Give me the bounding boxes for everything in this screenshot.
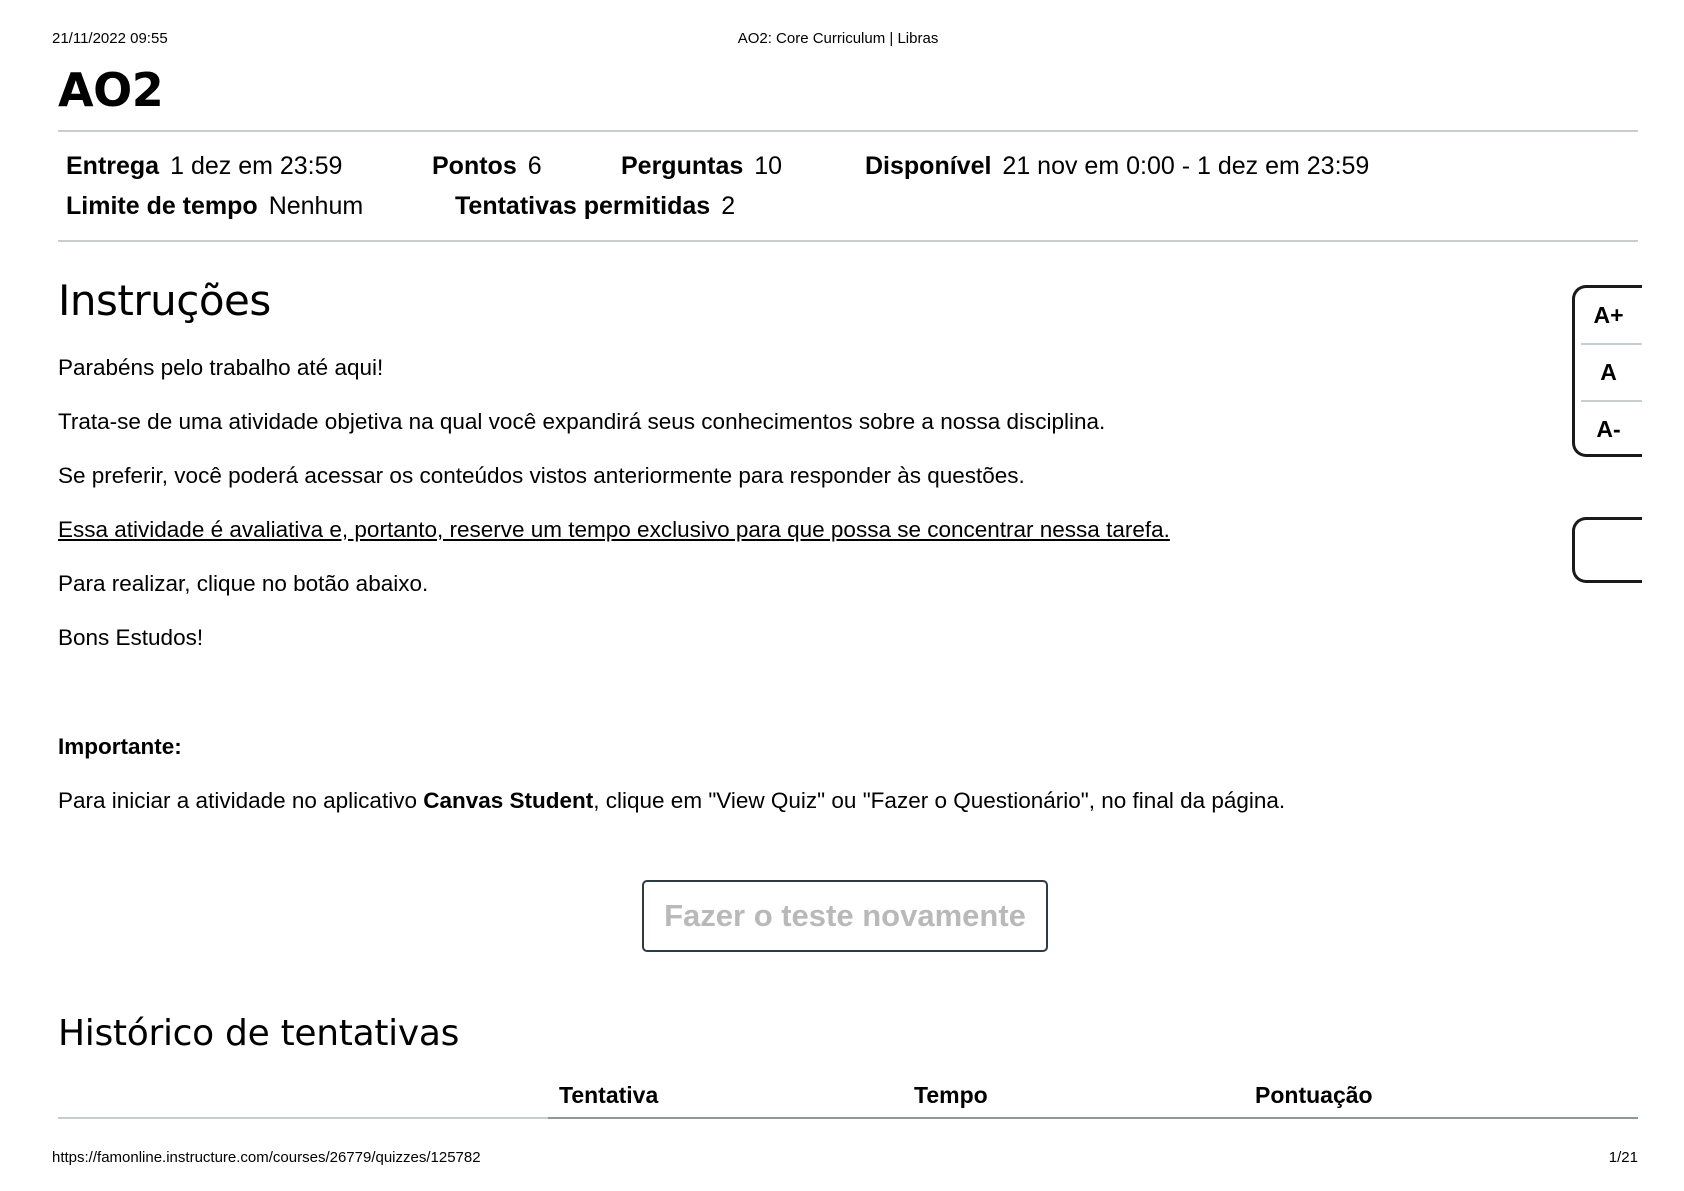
detail-label: Pontos	[432, 152, 517, 180]
instruction-paragraph: Trata-se de uma atividade objetiva na qual você expandirá seus conhecimentos sobre a nossa disciplina.	[58, 409, 1106, 434]
print-footer	[52, 1149, 1638, 1169]
instruction-paragraph: Parabéns pelo trabalho até aqui!	[58, 355, 384, 380]
divider	[58, 240, 1638, 242]
detail-label: Disponível	[865, 152, 992, 180]
decrease-font-button[interactable]: A-	[1596, 416, 1621, 442]
detail-label: Entrega	[66, 152, 160, 180]
attempt-history-table-header	[58, 1082, 1638, 1116]
detail-limite-de-tempo	[66, 186, 455, 226]
detail-disponivel	[865, 146, 1369, 186]
detail-label: Tentativas permitidas	[455, 192, 711, 220]
instruction-paragraph-underlined: Essa atividade é avaliativa e, portanto, reserve um tempo exclusivo para que possa se concentrar nessa tarefa.	[58, 517, 1170, 542]
detail-tentativas-permitidas	[455, 186, 735, 226]
print-document-title: AO2: Core Curriculum | Libras	[737, 30, 939, 47]
detail-value: 10	[754, 152, 783, 180]
instruction-paragraph: Para realizar, clique no botão abaixo.	[58, 571, 429, 596]
detail-value: Nenhum	[268, 192, 364, 220]
quiz-details	[58, 132, 1638, 240]
detail-value: 21 nov em 0:00 - 1 dez em 23:59	[1002, 152, 1370, 180]
increase-font-button[interactable]: A+	[1593, 302, 1624, 328]
detail-value: 6	[527, 152, 542, 180]
quiz-content	[58, 60, 1638, 815]
quiz-title: AO2	[58, 63, 164, 117]
detail-perguntas	[621, 146, 865, 186]
important-note: Para iniciar a atividade no aplicativo Canvas Student, clique em "View Quiz" ou "Fazer o Questionário", no final da página.	[58, 788, 1286, 813]
print-header	[52, 30, 1624, 50]
detail-label: Limite de tempo	[66, 192, 258, 220]
print-url: https://famonline.instructure.com/courses/26779/quizzes/125782	[52, 1149, 481, 1166]
table-header-divider-accent	[548, 1117, 1638, 1119]
print-page-number: 1/21	[1608, 1149, 1638, 1166]
instruction-paragraph: Bons Estudos!	[58, 625, 204, 650]
column-header-pontuacao: Pontuação	[1255, 1082, 1373, 1108]
instructions-title: Instruções	[58, 276, 271, 325]
print-date: 21/11/2022 09:55	[52, 30, 168, 47]
instructions-body	[58, 354, 1638, 815]
detail-label: Perguntas	[621, 152, 744, 180]
detail-entrega	[66, 146, 432, 186]
retake-quiz-button[interactable]: Fazer o teste novamente	[642, 880, 1048, 952]
column-header-tempo: Tempo	[914, 1082, 988, 1108]
detail-value: 2	[721, 192, 736, 220]
instruction-paragraph: Se preferir, você poderá acessar os conteúdos vistos anteriormente para responder às questões.	[58, 463, 1025, 488]
side-tool-button[interactable]	[1572, 517, 1642, 583]
attempt-history-title: Histórico de tentativas	[58, 1013, 460, 1054]
detail-pontos	[432, 146, 621, 186]
canvas-student-name: Canvas Student	[423, 788, 594, 813]
font-size-tools	[1572, 285, 1642, 457]
detail-value: 1 dez em 23:59	[170, 152, 343, 180]
column-header-tentativa: Tentativa	[559, 1082, 659, 1108]
important-label: Importante:	[58, 734, 182, 759]
reset-font-button[interactable]: A	[1600, 359, 1617, 385]
